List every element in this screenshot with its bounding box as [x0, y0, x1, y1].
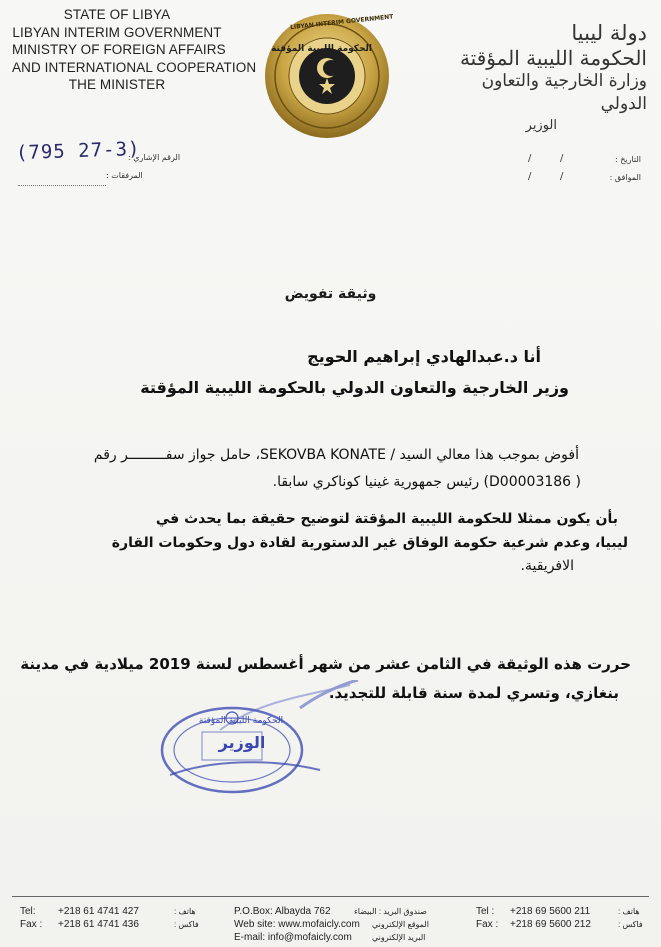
footer-fax-value: +218 61 4741 436	[58, 919, 139, 930]
minister-name: أنا د.عبدالهادي إبراهيم الحويج	[307, 347, 541, 366]
emblem-top-text: LIBYAN INTERIM GOVERNMENT	[289, 13, 394, 32]
header-en-line: THE MINISTER	[68, 77, 166, 92]
footer-fax-label: Fax :	[20, 919, 43, 930]
date-slash: /	[528, 171, 532, 182]
footer-tel-label: Tel:	[20, 906, 36, 917]
stamp-ring-text: الحكومة الليبية المؤقتة	[198, 716, 284, 726]
date-label: التاريخ :	[614, 155, 641, 164]
body-paragraph: ( D00003186) رئيس جمهورية غينيا كوناكري سابقا.	[272, 474, 581, 490]
body-paragraph: الافريقية.	[520, 558, 574, 574]
footer-fax2-ar: فاكس :	[618, 920, 643, 929]
header-ar-line: الحكومة الليبية المؤقتة	[459, 46, 647, 70]
footer-tel2-value: +218 69 5600 211	[510, 906, 591, 917]
header-en-line: STATE OF LIBYA	[63, 7, 171, 22]
ref-label: الرقم الإشاري :	[128, 153, 181, 162]
footer-website[interactable]: Web site: www.mofaicly.com	[234, 919, 360, 930]
handwritten-ref-number: (795 27-3)	[15, 137, 141, 165]
footer-divider	[12, 896, 649, 897]
header-en-line: MINISTRY OF FOREIGN AFFAIRS	[12, 42, 226, 57]
stamp-center-text: الوزير	[218, 733, 266, 752]
government-emblem-icon	[263, 12, 394, 140]
footer-website-ar: الموقع الإلكتروني	[372, 920, 429, 929]
footer-fax-ar: فاكس :	[174, 920, 199, 929]
body-paragraph: بأن يكون ممثلا للحكومة الليبية المؤقتة لتوضيح حقيقة بما يحدث في	[155, 511, 618, 527]
header-ar-line: وزارة الخارجية والتعاون الدولي	[481, 71, 647, 114]
document-title: وثيقة تفويض	[284, 286, 377, 302]
footer-pobox: P.O.Box: Albayda 762	[234, 906, 331, 917]
footer-fax2-value: +218 69 5600 212	[510, 919, 591, 930]
body-paragraph: حررت هذه الوثيقة في الثامن عشر من شهر أغسطس لسنة 2019 ميلادية في مدينة	[20, 655, 631, 673]
header-ar-line: دولة ليبيا	[571, 21, 647, 45]
date-slash: /	[560, 171, 564, 182]
attachments-label: المرفقات :	[106, 171, 143, 180]
footer-email[interactable]: E-mail: info@mofaicly.com	[234, 932, 352, 943]
footer-tel2-label: Tel :	[476, 906, 495, 917]
date-slash: /	[528, 153, 532, 164]
body-paragraph: ليبيا، وعدم شرعية حكومة الوفاق غير الدستورية لقادة دول وحكومات القارة	[111, 535, 628, 551]
corresponding-label: الموافق :	[609, 173, 641, 182]
header-en-line: LIBYAN INTERIM GOVERNMENT	[12, 24, 222, 40]
footer-email-ar: البريد الإلكتروني	[372, 933, 426, 942]
minister-role: وزير الخارجية والتعاون الدولي بالحكومة الليبية المؤقتة	[140, 378, 569, 397]
header-english	[12, 6, 257, 94]
date-slash: /	[560, 153, 564, 164]
footer-fax2-label: Fax :	[476, 919, 499, 930]
body-paragraph: بنغازي، وتسري لمدة سنة قابلة للتجديد.	[328, 684, 619, 702]
footer-tel-ar: هاتف :	[174, 907, 196, 916]
header-ar-line: الوزير	[525, 118, 557, 133]
footer-tel2-ar: هاتف :	[618, 907, 640, 916]
body-paragraph: أفوض بموجب هذا معالي السيد / SEKOVBA KONATE، حامل جواز سفـــــــــر رقم	[93, 447, 579, 463]
footer-pobox-ar: صندوق البريد : البيضاء	[354, 907, 427, 916]
emblem-arabic-text: الحكومة الليبية المؤقتة	[271, 44, 372, 54]
attachments-dots	[18, 185, 106, 186]
header-en-line: AND INTERNATIONAL COOPERATION	[12, 59, 257, 75]
footer-tel-value: +218 61 4741 427	[58, 906, 139, 917]
header-arabic	[437, 20, 647, 136]
